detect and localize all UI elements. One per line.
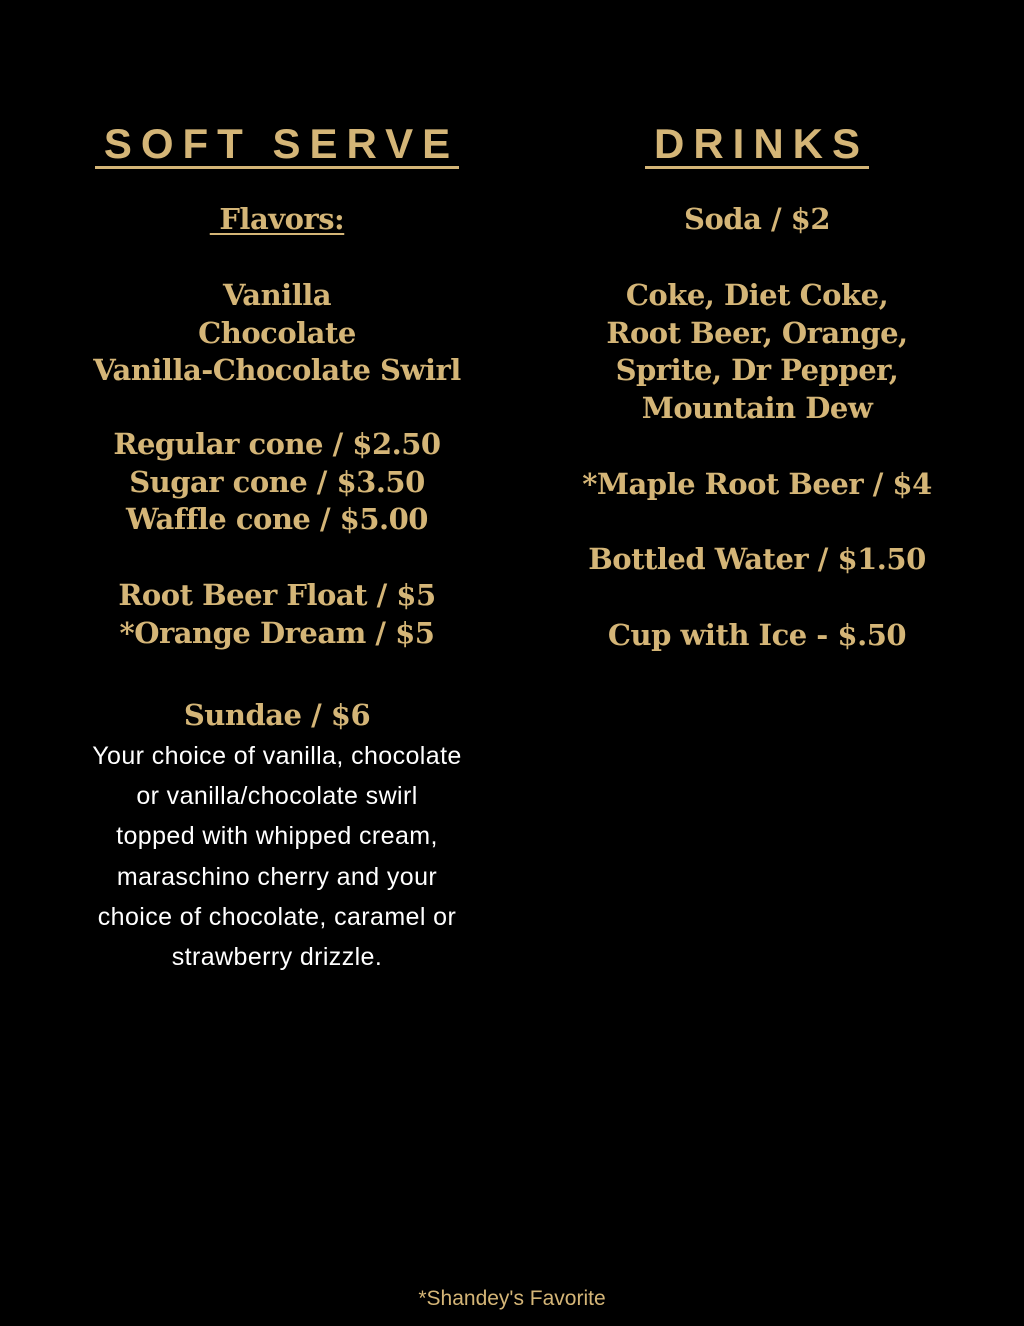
soda-title: Soda / $2 — [684, 202, 830, 236]
sundae-description-line: Your choice of vanilla, chocolate — [92, 742, 462, 770]
cone-item: Sugar cone / $3.50 — [129, 464, 425, 499]
sundae-description — [40, 736, 514, 977]
soda-flavors-list — [520, 277, 994, 427]
soda-title-block — [520, 201, 994, 239]
flavors-label-block — [40, 201, 514, 239]
sundae-description-line: maraschino cherry and your — [116, 862, 438, 891]
sundae-description-line: or vanilla/chocolate swirl — [136, 782, 418, 811]
cone-item: Regular cone / $2.50 — [113, 427, 441, 461]
special-item: Root Beer Float / $5 — [118, 578, 436, 612]
flavor-item: Vanilla-Chocolate Swirl — [93, 353, 461, 387]
flavor-item: Chocolate — [198, 315, 356, 350]
sundae-description-line: strawberry drizzle. — [171, 943, 383, 972]
cone-item: Waffle cone / $5.00 — [126, 502, 428, 536]
flavor-item: Vanilla — [222, 278, 332, 312]
flavors-label: Flavors: — [209, 202, 345, 236]
sundae-title: Sundae / $6 — [183, 698, 371, 732]
bottled-water-block — [520, 541, 994, 579]
maple-root-beer: *Maple Root Beer / $4 — [582, 467, 932, 501]
soft-serve-heading: SOFT SERVE — [40, 118, 514, 170]
drinks-heading: DRINKS — [520, 118, 994, 170]
cup-with-ice-block — [520, 617, 994, 655]
favorite-footnote: *Shandey's Favorite — [418, 1287, 606, 1310]
sundae-title-block — [40, 697, 514, 735]
cones-list — [40, 426, 514, 539]
flavors-list — [40, 277, 514, 390]
sundae-description-line: choice of chocolate, caramel or — [97, 902, 457, 931]
sundae-description-line: topped with whipped cream, — [116, 822, 438, 851]
bottled-water: Bottled Water / $1.50 — [588, 542, 926, 576]
soda-flavor-line: Coke, Diet Coke, — [625, 278, 889, 312]
cup-with-ice: Cup with Ice - $.50 — [607, 618, 907, 652]
specials-list — [40, 577, 514, 652]
maple-root-beer-block — [520, 466, 994, 504]
special-item: *Orange Dream / $5 — [119, 615, 435, 650]
soda-flavor-line: Mountain Dew — [641, 390, 873, 425]
soda-flavor-line: Root Beer, Orange, — [606, 315, 908, 350]
soda-flavor-line: Sprite, Dr Pepper, — [615, 353, 899, 387]
